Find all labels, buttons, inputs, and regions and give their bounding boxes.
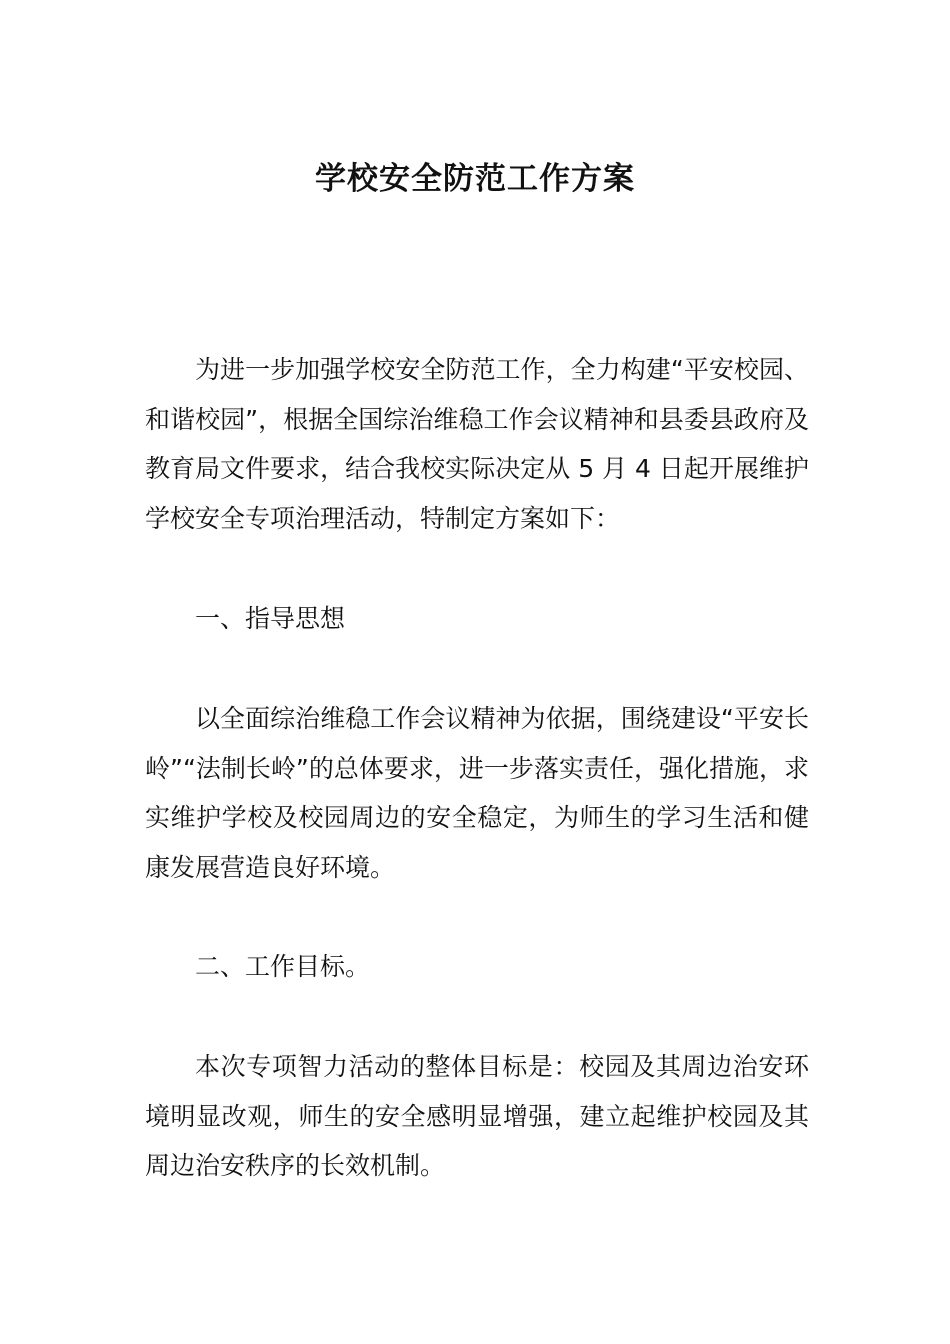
intro-paragraph: 为进一步加强学校安全防范工作，全力构建“平安校园、和谐校园”，根据全国综治维稳工作会议精神和县委县政府及教育局文件要求，结合我校实际决定从 5 月 4 日起开展维护学校安全专项治理活动，特制定方案如下： xyxy=(145,355,809,533)
section-heading-guiding-ideology: 一、指导思想 xyxy=(195,604,346,633)
section-paragraph-guiding-ideology: 以全面综治维稳工作会议精神为依据，围绕建设“平安长岭”“法制长岭”的总体要求，进一步落实责任，强化措施，求实维护学校及校园周边的安全稳定，为师生的学习生活和健康发展营造良好环境。 xyxy=(145,704,809,882)
section-paragraph-work-goals: 本次专项智力活动的整体目标是：校园及其周边治安环境明显改观，师生的安全感明显增强，建立起维护校园及其周边治安秩序的长效机制。 xyxy=(145,1052,809,1180)
section-heading-work-goals: 二、工作目标。 xyxy=(195,952,371,981)
document-title: 学校安全防范工作方案 xyxy=(315,161,635,197)
